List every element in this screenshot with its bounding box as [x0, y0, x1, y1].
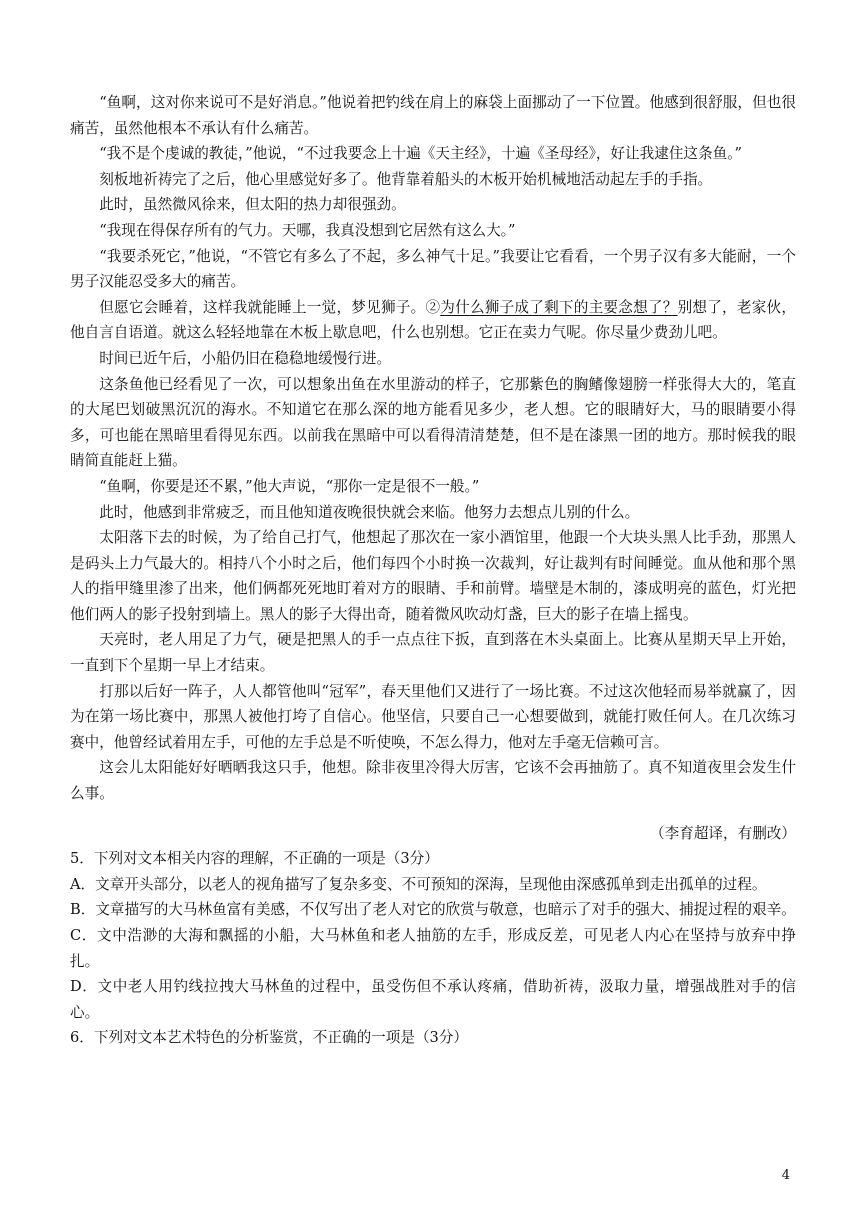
- passage-paragraph-12: 太阳落下去的时候，为了给自己打气，他想起了那次在一家小酒馆里，他跟一个大块头黑人比手劲，那黑人是码头上力气最大的。相持八个小时之后，他们每四个小时换一次裁判，好让裁判有时间睡觉。血从他和那个黑人的指甲缝里渗了出来，他们俩都死死地盯着对方的眼睛、手和前臂。墙壁是木制的，漆成明亮的蓝色，灯光把他们两人的影子投射到墙上。黑人的影子大得出奇，随着微风吹动灯盏，巨大的影子在墙上摇曳。: [70, 529, 796, 623]
- page-number: 4: [781, 1168, 790, 1183]
- passage-paragraph-14: 打那以后好一阵子，人人都管他叫“冠军”，春天里他们又进行了一场比赛。不过这次他轻而易举就赢了，因为在第一场比赛中，那黑人被他打垮了自信心。他坚信，只要自己一心想要做到，就能打败任何人。在几次练习赛中，他曾经试着用左手，可他的左手总是不听使唤，不怎么得力，他对左手毫无信赖可言。: [70, 682, 796, 751]
- question-5-option-c: C．文中浩渺的大海和飘摇的小船，大马林鱼和老人抽筋的左手，形成反差，可见老人内心在坚持与放弃中挣扎。: [70, 927, 796, 970]
- passage-paragraph-4: 此时，虽然微风徐来，但太阳的热力却很强劲。: [99, 196, 406, 214]
- passage-paragraph-15: 这会儿太阳能好好晒晒我这只手，他想。除非夜里冷得大厉害，它该不会再抽筋了。真不知道夜里会发生什么事。: [70, 759, 796, 803]
- question-5-option-a: A．文章开头部分，以老人的视角描写了复杂多变、不可预知的深海，呈现他由深感孤单到走出孤单的过程。: [70, 875, 767, 893]
- question-5-option-b: B．文章描写的大马林鱼富有美感，不仅写出了老人对它的欣赏与敬意，也暗示了对手的强大、捕捉过程的艰辛。: [70, 901, 796, 919]
- paragraph-7-lead: 但愿它会睡着，这样我就能睡上一觉，梦见狮子。②: [99, 298, 441, 316]
- passage-paragraph-2: “我不是个虔诚的教徒，”他说，“不过我要念上十遍《天主经》，十遍《圣母经》，好让我逮住这条鱼。”: [99, 145, 742, 163]
- question-6-stem: 6．下列对文本艺术特色的分析鉴赏，不正确的一项是（3分）: [70, 1029, 469, 1047]
- underlined-question-2: 为什么狮子成了剩下的主要念想了？: [440, 298, 678, 316]
- passage-paragraph-11: 此时，他感到非常疲乏，而且他知道夜晚很快就会来临。他努力去想点儿别的什么。: [99, 503, 640, 521]
- passage-paragraph-13: 天亮时，老人用足了力气，硬是把黑人的手一点点往下扳，直到落在木头桌面上。比赛从星期天早上开始，一直到下个星期一早上才结束。: [70, 631, 796, 675]
- passage-paragraph-1: “鱼啊，这对你来说可不是好消息。”他说着把钓线在肩上的麻袋上面挪动了一下位置。他感到很舒服，但也很痛苦，虽然他根本不承认有什么痛苦。: [70, 94, 796, 137]
- question-5-option-d: D．文中老人用钓线拉拽大马林鱼的过程中，虽受伤但不承认疼痛，借助祈祷，汲取力量，增强战胜对手的信心。: [70, 978, 796, 1021]
- passage-paragraph-8: 时间已近午后，小船仍旧在稳稳地缓慢行进。: [99, 349, 392, 367]
- passage-paragraph-5: “我现在得保存所有的气力。天哪，我真没想到它居然有这么大。”: [99, 221, 516, 239]
- passage-paragraph-10: “鱼啊，你要是还不累，”他大声说，“那你一定是很不一般。”: [99, 477, 480, 495]
- passage-paragraph-7: [70, 295, 796, 346]
- passage-source: （李育超译，有删改）: [650, 824, 796, 842]
- passage-paragraph-9: 这条鱼他已经看见了一次，可以想象出鱼在水里游动的样子，它那紫色的胸鳍像翅膀一样张得大大的，笔直的大尾巴划破黑沉沉的海水。不知道它在那么深的地方能看见多少，老人想。它的眼睛好大，马的眼睛要小得多，可也能在黑暗里看得见东西。以前我在黑暗中可以看得清清楚楚，但不是在漆黑一团的地方。那时候我的眼睛简直能赶上猫。: [70, 375, 796, 470]
- document-content: [70, 90, 796, 1051]
- passage-paragraph-6: “我要杀死它，”他说，“不管它有多么了不起，多么神气十足。”我要让它看看，一个男子汉有多大能耐，一个男子汉能忍受多大的痛苦。: [70, 247, 796, 291]
- paragraph-7-rest: 别想了，老家伙，他自言自语道。就这么轻轻地靠在木板上歇息吧，什么也别想。它正在卖力气呢。你尽量少费劲儿吧。: [70, 298, 796, 342]
- passage-paragraph-3: 刻板地祈祷完了之后，他心里感觉好多了。他背靠着船头的木板开始机械地活动起左手的手指。: [99, 170, 713, 188]
- question-5-stem: 5．下列对文本相关内容的理解，不正确的一项是（3分）: [70, 850, 439, 868]
